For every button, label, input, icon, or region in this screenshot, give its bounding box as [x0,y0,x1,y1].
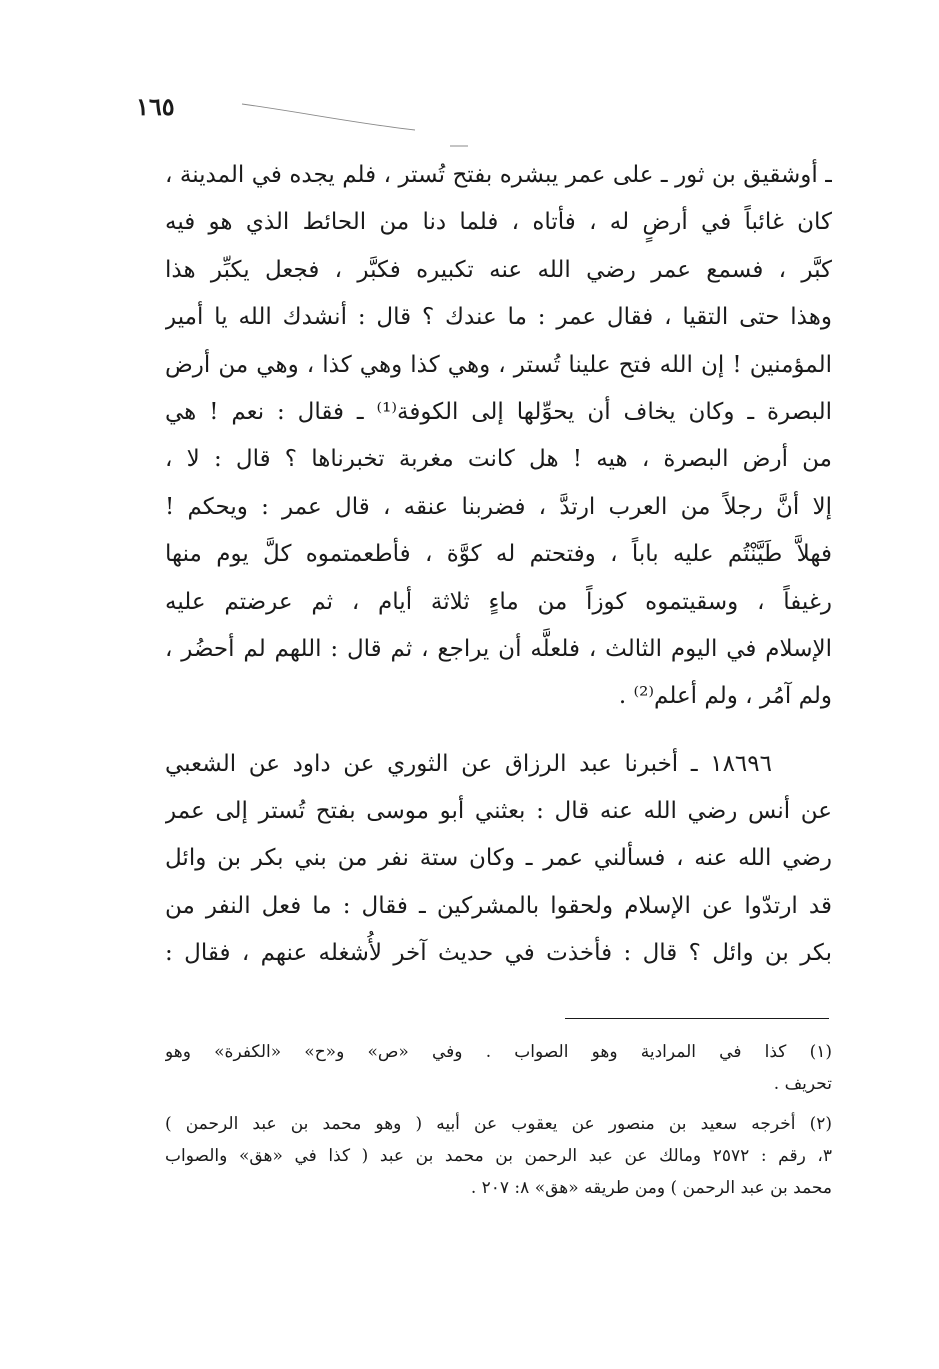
text-line: رضي الله عنه ، فسألني عمر ـ وكان ستة نفر من بني بكر بن وائل [165,845,832,872]
text-line: بكر بن وائل ؟ قال : فأخذت في حديث آخر لأُشغله عنهم ، فقال : [165,940,832,967]
footnote-2 [165,1108,832,1204]
footnote-separator [565,1018,829,1019]
footnote-1 [165,1036,832,1100]
header-decorative-rule [240,102,470,147]
text-line: ولم آمُر ، ولم أعلم⁽²⁾ . [618,683,832,710]
paragraph-1 [165,152,832,721]
text-line: إلا أنَّ رجلاً من العرب ارتدَّ ، فضربنا عنقه ، قال عمر : ويحكم ! [165,493,832,520]
footnote-line: (٢) أخرجه سعيد بن منصور عن يعقوب عن أبيه ( وهو محمد بن عبد الرحمن ) [165,1114,832,1134]
text-line: قد ارتدّوا عن الإسلام ولحقوا بالمشركين ـ فقال : ما فعل النفر من [165,892,832,919]
text-line: كبَّر ، فسمع عمر رضي الله عنه تكبيره فكبَّر ، فجعل يكبِّر هذا [165,256,832,283]
text-line: رغيفاً ، وسقيتموه كوزاً من ماءٍ ثلاثة أيام ، ثم عرضتم عليه [165,588,832,615]
text-line: ـ أوشقيق بن ثور ـ على عمر يبشره بفتح تُستر ، فلم يجده في المدينة ، [165,162,832,188]
text-line: الإسلام في اليوم الثالث ، فلعلَّه أن يراجع ، ثم قال : اللهم لم أحضُر ، [165,635,832,662]
page-number: ١٦٥ [136,92,175,121]
text-line: عن أنس رضي الله عنه قال : بعثني أبو موسى بفتح تُستر إلى عمر [165,798,832,825]
text-line: ١٨٦٩٦ ـ أخبرنا عبد الرزاق عن الثوري عن داود عن الشعبي [165,750,772,777]
paragraph-2 [165,741,832,978]
footnotes [165,1036,832,1204]
text-line: فهلاَّ طَيَّنْتُم عليه باباً ، وفتحتم له كوَّة ، فأطعمتموه كلَّ يوم منها [165,541,832,568]
footnote-line: ٣، رقم : ٢٥٧٢ ومالك عن عبد الرحمن بن محمد بن عبد ( كذا في «هق» والصواب [165,1146,832,1166]
footnote-line: (١) كذا في المرادية وهو الصواب . وفي «ص» و«ح» «الكفرة» وهو [165,1042,832,1062]
text-line: البصرة ـ وكان يخاف أن يحوِّلها إلى الكوفة⁽¹⁾ ـ فقال : نعم ! هي [165,398,832,425]
footnote-line: محمد بن عبد الرحمن ) ومن طريقه «هق» ٨: ٢٠٧ . [470,1178,832,1198]
main-text [165,152,832,978]
footnote-line: تحريف . [773,1074,832,1094]
text-line: كان غائباً في أرضٍ له ، فأتاه ، فلما دنا من الحائط الذي هو فيه [165,209,832,236]
text-line: وهذا حتى التقيا ، فقال عمر : ما عندك ؟ قال : أنشدك الله يا أمير [165,304,832,331]
text-line: المؤمنين ! إن الله فتح علينا تُستر ، وهي كذا وهي كذا ، وهي من أرض [165,351,832,378]
text-line: من أرض البصرة ، هيه ! هل كانت مغربة تخبرناها ؟ قال : لا ، [165,446,832,473]
